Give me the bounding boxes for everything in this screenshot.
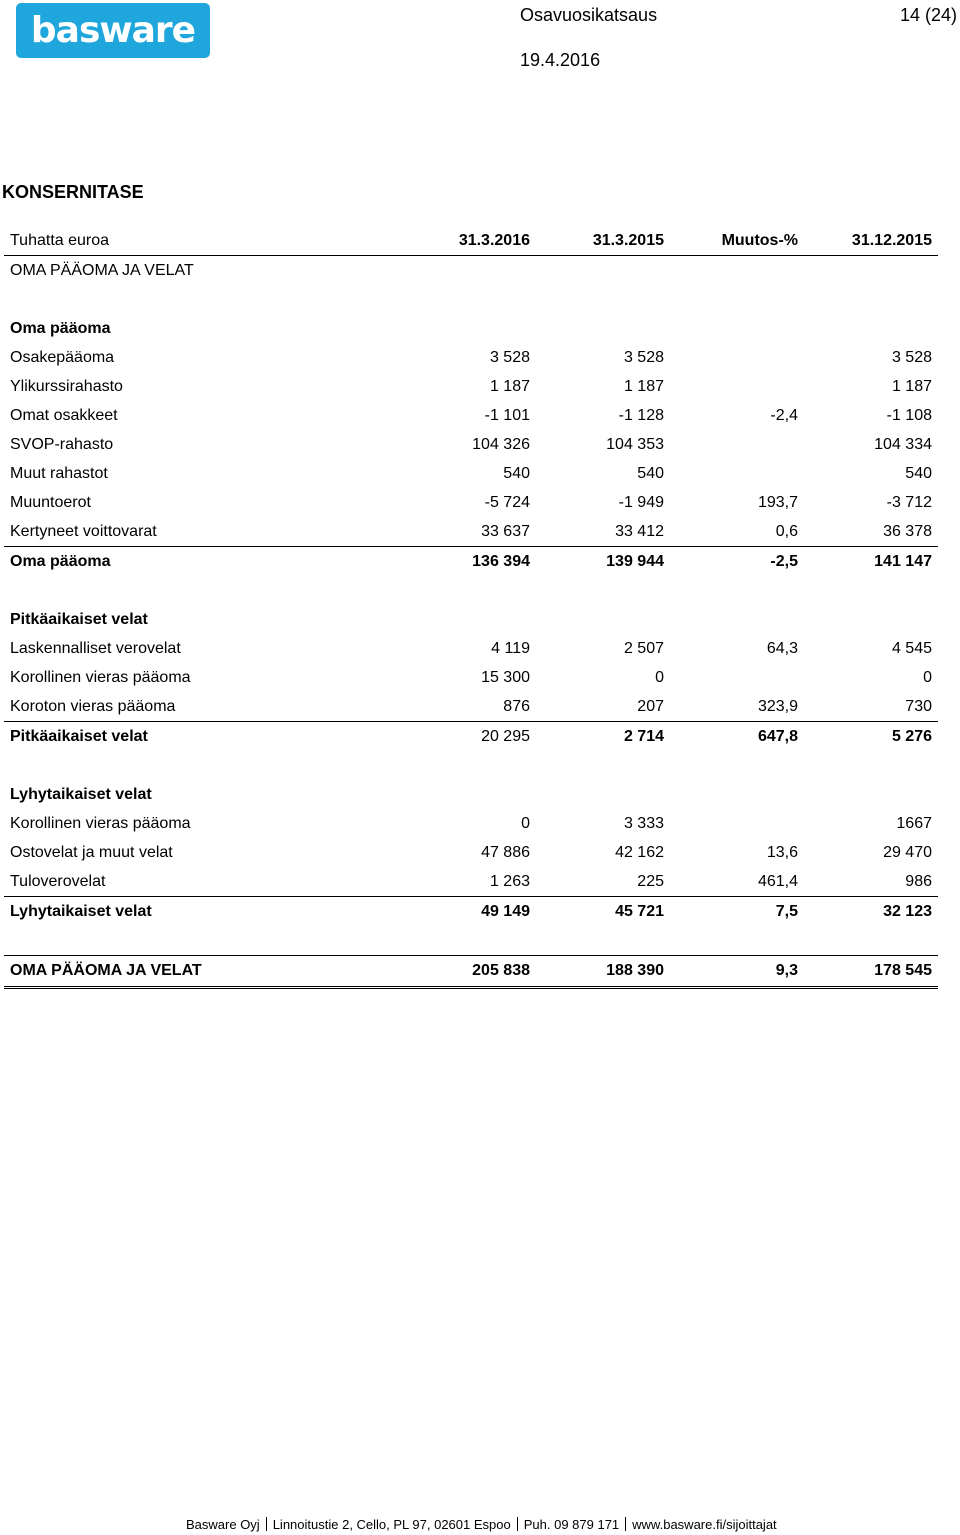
- row-value: -5 724: [484, 493, 530, 511]
- row-value: -2,4: [770, 406, 798, 424]
- table-row: [4, 488, 938, 517]
- row-value: 36 378: [883, 522, 932, 540]
- row-value: 1 187: [891, 377, 932, 395]
- table-row: [4, 372, 938, 401]
- row-value: 64,3: [766, 639, 798, 657]
- total-value: 141 147: [804, 547, 938, 577]
- total-value: 5 276: [804, 722, 938, 752]
- section-title: KONSERNITASE: [2, 182, 144, 202]
- row-value: [670, 372, 804, 401]
- grand-total-label: OMA PÄÄOMA JA VELAT: [4, 956, 406, 988]
- equity-title: Oma pääoma: [10, 319, 111, 337]
- current-title: Lyhytaikaiset velat: [10, 785, 152, 803]
- row-value: 33 637: [481, 522, 530, 540]
- unit-label: Tuhatta euroa: [4, 226, 406, 256]
- table-row: [4, 634, 938, 663]
- equity-total-row: [4, 547, 938, 577]
- total-label: Oma pääoma: [4, 547, 406, 577]
- row-value: 876: [503, 697, 530, 715]
- total-label: Pitkäaikaiset velat: [4, 722, 406, 752]
- document-date: 19.4.2016: [520, 50, 601, 70]
- row-value: 1 263: [489, 872, 530, 890]
- row-value: 540: [905, 464, 932, 482]
- row-value: 1 187: [489, 377, 530, 395]
- row-value: 4 545: [891, 639, 932, 657]
- spacer-row: [4, 576, 938, 605]
- footer-separator: [517, 1517, 518, 1531]
- row-label: SVOP-rahasto: [10, 435, 114, 453]
- equity-rows: [4, 343, 938, 547]
- row-label: Ylikurssirahasto: [10, 377, 123, 395]
- total-value: 136 394: [406, 547, 536, 577]
- total-value: 49 149: [406, 897, 536, 927]
- table-row: [4, 430, 938, 459]
- row-value: [670, 663, 804, 692]
- row-value: [670, 459, 804, 488]
- row-value: 104 353: [606, 435, 664, 453]
- row-value: 2 507: [623, 639, 664, 657]
- row-value: -1 108: [886, 406, 932, 424]
- row-value: 323,9: [757, 697, 798, 715]
- total-value: 7,5: [670, 897, 804, 927]
- logo-text: basware: [30, 9, 196, 51]
- table-row: [4, 692, 938, 722]
- row-value: [670, 809, 804, 838]
- row-value: 1667: [896, 814, 932, 832]
- row-value: 986: [905, 872, 932, 890]
- row-value: 1 187: [623, 377, 664, 395]
- page-footer: [186, 1517, 777, 1532]
- total-value: 2 714: [536, 722, 670, 752]
- footer-company: Basware Oyj: [186, 1517, 260, 1532]
- total-value: 647,8: [670, 722, 804, 752]
- spacer-row: [4, 751, 938, 780]
- table-row: [4, 867, 938, 897]
- row-label: Laskennalliset verovelat: [10, 639, 181, 657]
- row-value: 461,4: [757, 872, 798, 890]
- row-label: Ostovelat ja muut velat: [10, 843, 173, 861]
- section-title-row: [4, 605, 938, 634]
- row-value: 730: [905, 697, 932, 715]
- table-row: [4, 401, 938, 430]
- grand-total-value: 178 545: [804, 956, 938, 988]
- section-title-row: [4, 314, 938, 343]
- row-label: Omat osakkeet: [10, 406, 118, 424]
- row-value: 3 528: [891, 348, 932, 366]
- total-value: -2,5: [670, 547, 804, 577]
- row-value: 29 470: [883, 843, 932, 861]
- row-value: 3 333: [623, 814, 664, 832]
- row-label: Osakepääoma: [10, 348, 115, 366]
- grand-total-value: 9,3: [670, 956, 804, 988]
- total-label: Lyhytaikaiset velat: [4, 897, 406, 927]
- row-value: 0: [521, 814, 530, 832]
- column-header: 31.12.2015: [804, 226, 938, 256]
- row-value: 0,6: [775, 522, 798, 540]
- column-header: Muutos-%: [670, 226, 804, 256]
- row-value: 104 326: [472, 435, 530, 453]
- table-row: [4, 663, 938, 692]
- table-row: [4, 838, 938, 867]
- row-value: 47 886: [481, 843, 530, 861]
- grand-total-value: 205 838: [406, 956, 536, 988]
- grand-total-value: 188 390: [536, 956, 670, 988]
- row-value: -1 101: [484, 406, 530, 424]
- table-row: [4, 809, 938, 838]
- row-value: 3 528: [623, 348, 664, 366]
- table-row: [4, 343, 938, 372]
- row-label: Korollinen vieras pääoma: [10, 668, 191, 686]
- table-header-row: [4, 226, 938, 256]
- table-row: [4, 459, 938, 488]
- noncurrent-total-row: [4, 722, 938, 752]
- row-label: Kertyneet voittovarat: [10, 522, 157, 540]
- row-value: 207: [637, 697, 664, 715]
- document-title: Osavuosikatsaus: [520, 5, 658, 25]
- footer-separator: [625, 1517, 626, 1531]
- total-value: 32 123: [804, 897, 938, 927]
- basware-logo: [16, 3, 210, 58]
- row-value: 0: [655, 668, 664, 686]
- total-value: 45 721: [536, 897, 670, 927]
- row-value: 0: [923, 668, 932, 686]
- noncurrent-rows: [4, 634, 938, 722]
- row-value: 42 162: [615, 843, 664, 861]
- row-value: 4 119: [491, 639, 530, 657]
- row-value: 15 300: [481, 668, 530, 686]
- page-number: 14 (24): [900, 5, 958, 25]
- footer-separator: [266, 1517, 267, 1531]
- heading-row: [4, 256, 938, 286]
- current-total-row: [4, 897, 938, 927]
- current-rows: [4, 809, 938, 897]
- row-value: -1 128: [618, 406, 664, 424]
- row-value: [670, 430, 804, 459]
- row-value: 193,7: [757, 493, 798, 511]
- footer-website: www.basware.fi/sijoittajat: [632, 1517, 777, 1532]
- footer-phone: Puh. 09 879 171: [523, 1517, 620, 1532]
- row-value: 540: [503, 464, 530, 482]
- table-heading: OMA PÄÄOMA JA VELAT: [10, 261, 194, 279]
- row-value: 13,6: [766, 843, 798, 861]
- row-label: Korollinen vieras pääoma: [10, 814, 191, 832]
- spacer-row: [4, 285, 938, 314]
- row-value: 104 334: [874, 435, 932, 453]
- column-header: 31.3.2015: [536, 226, 670, 256]
- section-title-row: [4, 780, 938, 809]
- grand-total-row: [4, 956, 938, 988]
- row-label: Tuloverovelat: [10, 872, 106, 890]
- row-value: -1 949: [618, 493, 664, 511]
- row-label: Muuntoerot: [10, 493, 91, 511]
- noncurrent-title: Pitkäaikaiset velat: [10, 610, 148, 628]
- total-value: 139 944: [536, 547, 670, 577]
- row-value: 540: [637, 464, 664, 482]
- total-value: 20 295: [406, 722, 536, 752]
- row-label: Koroton vieras pääoma: [10, 697, 176, 715]
- row-label: Muut rahastot: [10, 464, 108, 482]
- row-value: [670, 343, 804, 372]
- row-value: 3 528: [489, 348, 530, 366]
- table-row: [4, 517, 938, 547]
- balance-sheet-table: [4, 226, 938, 989]
- row-value: -3 712: [886, 493, 932, 511]
- row-value: 225: [637, 872, 664, 890]
- row-value: 33 412: [615, 522, 664, 540]
- column-header: 31.3.2016: [406, 226, 536, 256]
- spacer-row: [4, 926, 938, 956]
- footer-address: Linnoitustie 2, Cello, PL 97, 02601 Espoo: [272, 1517, 511, 1532]
